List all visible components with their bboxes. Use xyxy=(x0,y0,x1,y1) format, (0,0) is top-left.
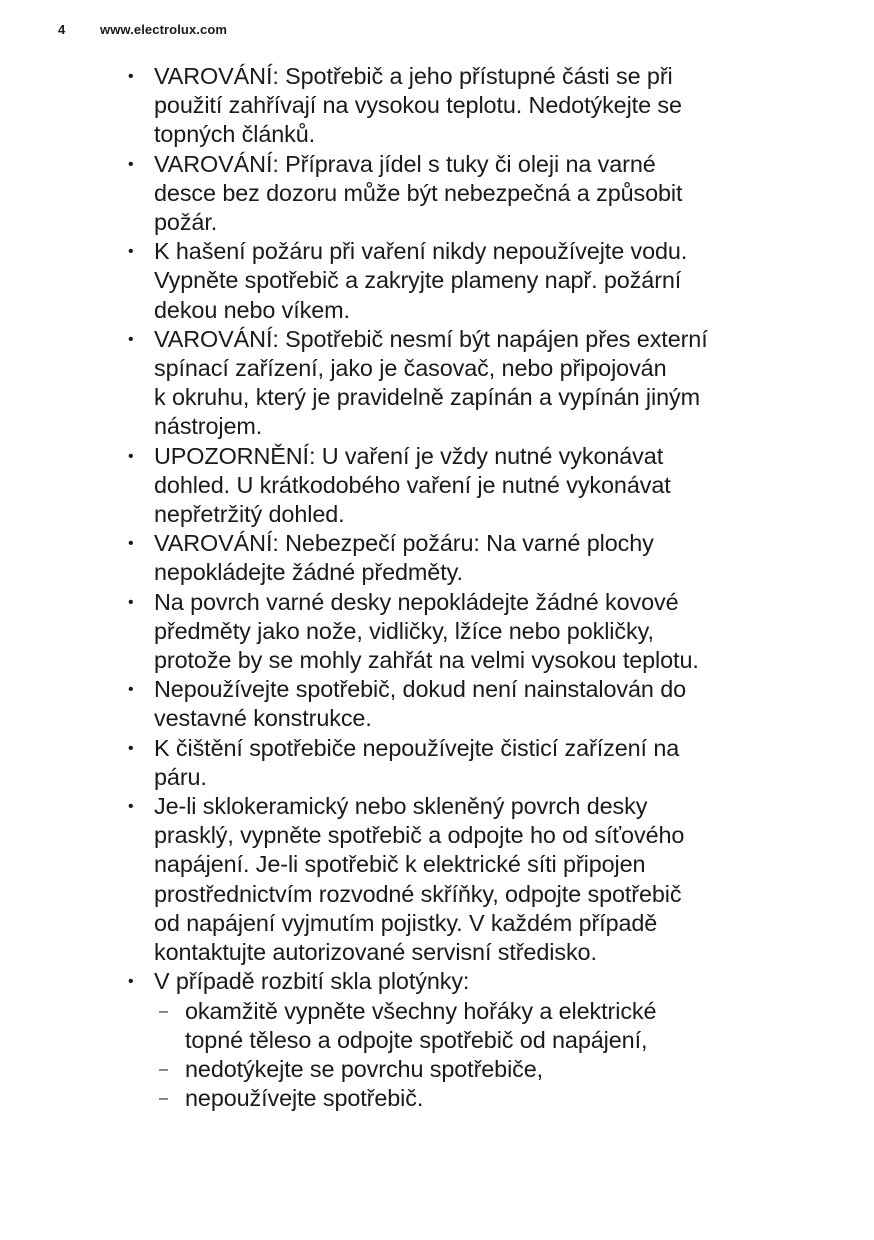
text-line: páru. xyxy=(154,763,207,790)
text-line: VAROVÁNÍ: Příprava jídel s tuky či oleji na varné xyxy=(154,150,656,177)
text-line: Nepoužívejte spotřebič, dokud není nainstalován do xyxy=(154,676,687,703)
list-item xyxy=(125,792,825,967)
sub-list-item xyxy=(154,997,825,1055)
dash-icon: – xyxy=(159,1060,168,1078)
safety-instructions xyxy=(125,62,825,1113)
text-line: UPOZORNĚNÍ: U vaření je vždy nutné vykonávat xyxy=(154,442,664,469)
text-line: od napájení vyjmutím pojistky. V každém případě xyxy=(154,909,658,936)
list-item-text xyxy=(154,529,825,587)
list-item xyxy=(125,62,825,150)
text-line: Na povrch varné desky nepokládejte žádné kovové xyxy=(154,588,679,615)
text-line: Je-li sklokeramický nebo skleněný povrch desky xyxy=(154,793,648,820)
text-line: desce bez dozoru může být nebezpečná a způsobit xyxy=(154,179,683,206)
bullet-icon: • xyxy=(128,447,134,465)
text-line: K čištění spotřebiče nepoužívejte čisticí zařízení na xyxy=(154,734,680,761)
page-number: 4 xyxy=(58,22,66,37)
dash-icon: – xyxy=(159,1002,168,1020)
list-item-text xyxy=(154,792,825,967)
bullet-icon: • xyxy=(128,681,134,699)
bullet-icon: • xyxy=(128,593,134,611)
text-line: k okruhu, který je pravidelně zapínán a vypínán jiným xyxy=(154,384,700,411)
list-item-text xyxy=(154,150,825,238)
list-item-text xyxy=(154,325,825,442)
list-item-text xyxy=(154,734,825,792)
text-line: předměty jako nože, vidličky, lžíce nebo pokličky, xyxy=(154,617,654,644)
text-line: VAROVÁNÍ: Spotřebič a jeho přístupné části se při xyxy=(154,63,673,89)
bullet-icon: • xyxy=(128,973,134,991)
list-item xyxy=(125,442,825,530)
page-header xyxy=(58,22,227,37)
bullet-icon: • xyxy=(128,739,134,757)
list-item-text xyxy=(154,62,825,150)
text-line: požár. xyxy=(154,209,218,236)
text-line: Vypněte spotřebič a zakryjte plameny např. požární xyxy=(154,267,682,294)
list-item xyxy=(125,325,825,442)
list-item xyxy=(125,150,825,238)
bullet-list xyxy=(125,62,825,1113)
text-line: protože by se mohly zahřát na velmi vysokou teplotu. xyxy=(154,647,699,674)
list-item-text xyxy=(154,967,825,996)
text-line: prostřednictvím rozvodné skříňky, odpojte spotřebič xyxy=(154,880,682,907)
list-item xyxy=(125,675,825,733)
text-line: nedotýkejte se povrchu spotřebiče, xyxy=(185,1055,544,1082)
list-item-text xyxy=(154,675,825,733)
text-line: nepokládejte žádné předměty. xyxy=(154,559,463,586)
text-line: VAROVÁNÍ: Nebezpečí požáru: Na varné plochy xyxy=(154,530,654,557)
list-item xyxy=(125,529,825,587)
list-item-text xyxy=(154,442,825,530)
bullet-icon: • xyxy=(128,155,134,173)
text-line: topných článků. xyxy=(154,121,316,148)
list-item-text xyxy=(154,588,825,676)
list-item-text xyxy=(154,237,825,325)
list-item xyxy=(125,734,825,792)
sub-list xyxy=(154,997,825,1114)
text-line: dekou nebo víkem. xyxy=(154,296,350,323)
sub-list-item xyxy=(154,1055,825,1084)
website-link[interactable]: www.electrolux.com xyxy=(100,22,228,37)
text-line: kontaktujte autorizované servisní středisko. xyxy=(154,939,597,966)
sub-list-item xyxy=(154,1084,825,1113)
text-line: dohled. U krátkodobého vaření je nutné vykonávat xyxy=(154,471,671,498)
dash-icon: – xyxy=(159,1090,168,1108)
text-line: nepřetržitý dohled. xyxy=(154,501,345,528)
text-line: VAROVÁNÍ: Spotřebič nesmí být napájen přes externí xyxy=(154,325,708,352)
bullet-icon: • xyxy=(128,243,134,261)
text-line: nástrojem. xyxy=(154,413,263,440)
text-line: použití zahřívají na vysokou teplotu. Nedotýkejte se xyxy=(154,92,682,119)
text-line: napájení. Je-li spotřebič k elektrické síti připojen xyxy=(154,851,646,878)
text-line: vestavné konstrukce. xyxy=(154,705,372,732)
text-line: prasklý, vypněte spotřebič a odpojte ho od síťového xyxy=(154,822,685,849)
list-item xyxy=(125,588,825,676)
bullet-icon: • xyxy=(128,798,134,816)
list-item xyxy=(125,967,825,1113)
text-line: okamžitě vypněte všechny hořáky a elektrické xyxy=(185,997,657,1024)
text-line: nepoužívejte spotřebič. xyxy=(185,1085,424,1112)
text-line: V případě rozbití skla plotýnky: xyxy=(154,968,470,995)
text-line: K hašení požáru při vaření nikdy nepoužívejte vodu. xyxy=(154,238,688,265)
bullet-icon: • xyxy=(128,68,134,85)
bullet-icon: • xyxy=(128,330,134,348)
text-line: topné těleso a odpojte spotřebič od napájení, xyxy=(185,1026,648,1053)
bullet-icon: • xyxy=(128,535,134,553)
list-item xyxy=(125,237,825,325)
text-line: spínací zařízení, jako je časovač, nebo připojován xyxy=(154,355,667,382)
